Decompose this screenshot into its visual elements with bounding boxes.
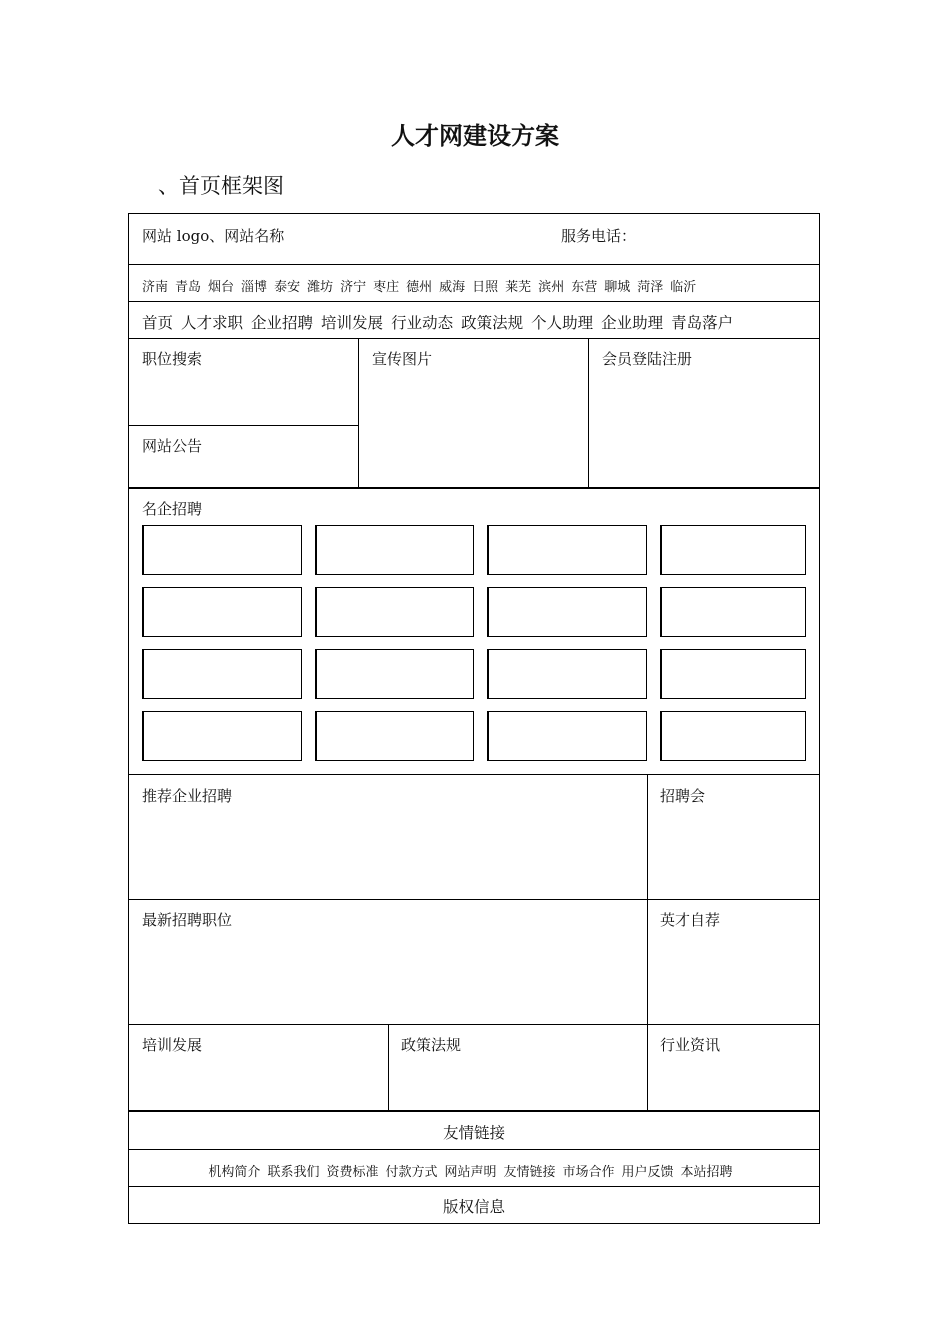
nav-item[interactable]: 青岛落户 (671, 314, 734, 332)
footer-link[interactable]: 资费标准 (326, 1165, 379, 1180)
company-logo-slot[interactable] (315, 711, 474, 761)
city-link[interactable]: 菏泽 (637, 280, 664, 295)
header-row (129, 214, 819, 265)
city-link[interactable]: 济宁 (340, 280, 367, 295)
company-logo-slot[interactable] (142, 711, 302, 761)
footer-link[interactable]: 本站招聘 (680, 1165, 733, 1180)
footer-links-row (129, 1150, 819, 1187)
nav-item[interactable]: 企业助理 (601, 314, 664, 332)
famous-companies-block (129, 489, 819, 775)
recommended-block[interactable]: 推荐企业招聘 (142, 787, 233, 805)
section-heading: 、首页框架图 (158, 174, 284, 198)
company-logo-slot[interactable] (487, 525, 647, 575)
city-link[interactable]: 青岛 (175, 280, 202, 295)
footer-link[interactable]: 机构简介 (208, 1165, 261, 1180)
footer-link[interactable]: 用户反馈 (621, 1165, 674, 1180)
company-logo-slot[interactable] (142, 525, 302, 575)
main-nav (142, 311, 741, 333)
company-logo-slot[interactable] (315, 525, 474, 575)
nav-item[interactable]: 政策法规 (461, 314, 524, 332)
top-block (129, 339, 819, 489)
announcement-block[interactable]: 网站公告 (142, 437, 203, 455)
city-link[interactable]: 滨州 (538, 280, 565, 295)
company-logo-slot[interactable] (660, 649, 806, 699)
nav-item[interactable]: 个人助理 (531, 314, 594, 332)
footer-links (129, 1161, 819, 1180)
footer-link[interactable]: 付款方式 (385, 1165, 438, 1180)
famous-companies-title: 名企招聘 (142, 500, 203, 518)
industry-news-block[interactable]: 行业资讯 (660, 1036, 721, 1054)
job-fair-block[interactable]: 招聘会 (660, 787, 706, 805)
city-link[interactable]: 临沂 (670, 280, 697, 295)
city-link[interactable]: 聊城 (604, 280, 631, 295)
company-logo-slot[interactable] (487, 587, 647, 637)
company-logo-slot[interactable] (660, 587, 806, 637)
latest-jobs-block[interactable]: 最新招聘职位 (142, 911, 233, 929)
nav-item[interactable]: 培训发展 (321, 314, 384, 332)
city-link[interactable]: 威海 (439, 280, 466, 295)
member-login-block[interactable]: 会员登陆注册 (602, 350, 693, 368)
city-link[interactable]: 莱芜 (505, 280, 532, 295)
city-link[interactable]: 淄博 (241, 280, 268, 295)
company-logo-slot[interactable] (660, 711, 806, 761)
footer-link[interactable]: 市场合作 (562, 1165, 615, 1180)
friend-links[interactable]: 友情链接 (442, 1124, 505, 1142)
homepage-wireframe (128, 213, 820, 1224)
footer-link[interactable]: 友情链接 (503, 1165, 556, 1180)
copyright: 版权信息 (442, 1198, 505, 1216)
nav-item[interactable]: 人才求职 (181, 314, 244, 332)
city-link[interactable]: 日照 (472, 280, 499, 295)
site-logo-name[interactable]: 网站 logo、网站名称 (142, 227, 285, 245)
document-title: 人才网建设方案 (391, 122, 559, 150)
city-link[interactable]: 潍坊 (307, 280, 334, 295)
footer-link[interactable]: 联系我们 (267, 1165, 320, 1180)
training-block[interactable]: 培训发展 (142, 1036, 203, 1054)
friend-links-row (129, 1112, 819, 1150)
nav-row (129, 302, 819, 339)
footer-link[interactable]: 网站声明 (444, 1165, 497, 1180)
city-list (142, 276, 703, 295)
recommended-row (129, 775, 819, 900)
company-logo-slot[interactable] (315, 587, 474, 637)
nav-item[interactable]: 首页 (142, 314, 174, 332)
company-logo-slot[interactable] (142, 587, 302, 637)
latest-jobs-row (129, 900, 819, 1025)
info-row (129, 1025, 819, 1112)
promo-image-block: 宣传图片 (372, 350, 433, 368)
service-phone: 服务电话： (561, 227, 637, 245)
city-row (129, 265, 819, 302)
company-logo-slot[interactable] (487, 649, 647, 699)
copyright-row (129, 1187, 819, 1223)
company-logo-slot[interactable] (487, 711, 647, 761)
city-link[interactable]: 德州 (406, 280, 433, 295)
city-link[interactable]: 济南 (142, 280, 169, 295)
city-link[interactable]: 烟台 (208, 280, 235, 295)
nav-item[interactable]: 企业招聘 (251, 314, 314, 332)
policy-block[interactable]: 政策法规 (401, 1036, 462, 1054)
talent-self-block[interactable]: 英才自荐 (660, 911, 721, 929)
company-logo-slot[interactable] (660, 525, 806, 575)
nav-item[interactable]: 行业动态 (391, 314, 454, 332)
city-link[interactable]: 东营 (571, 280, 598, 295)
job-search-block[interactable]: 职位搜索 (142, 350, 203, 368)
company-logo-slot[interactable] (315, 649, 474, 699)
company-logo-slot[interactable] (142, 649, 302, 699)
city-link[interactable]: 枣庄 (373, 280, 400, 295)
city-link[interactable]: 泰安 (274, 280, 301, 295)
